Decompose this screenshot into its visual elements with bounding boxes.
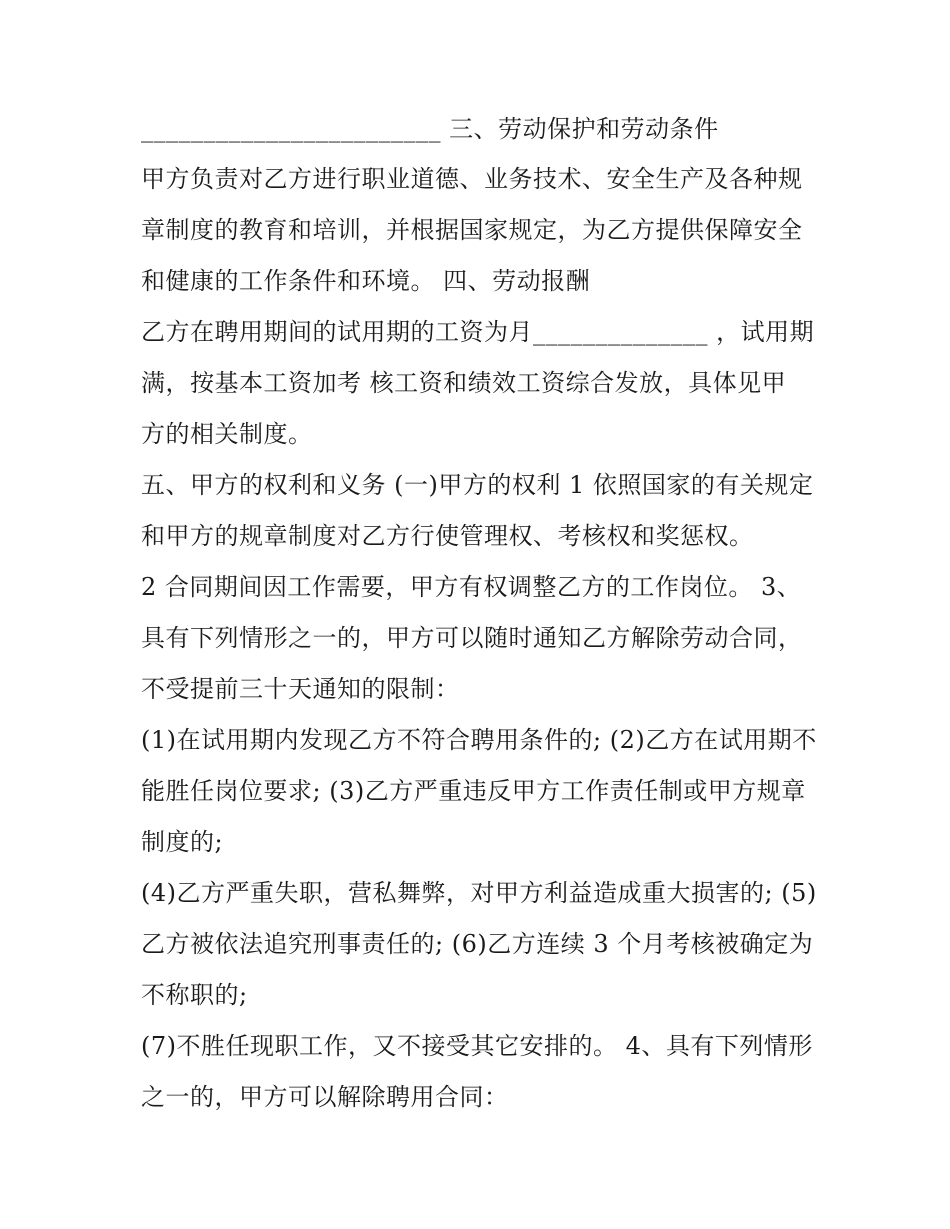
text-line: (7)不胜任现职工作，又不接受其它安排的。 4、具有下列情形 (141, 1032, 813, 1060)
text-line: 不受提前三十天通知的限制： (141, 675, 460, 703)
text-line: 五、甲方的权利和义务 (一)甲方的权利 1 依照国家的有关规定 (141, 471, 814, 499)
text-line: 2 合同期间因工作需要，甲方有权调整乙方的工作岗位。 3、 (141, 573, 802, 601)
text-line: 章制度的教育和培训，并根据国家规定，为乙方提供保障安全 (141, 216, 803, 244)
text-line: 乙方被依法追究刑事责任的; (6)乙方连续 3 个月考核被确定为 (141, 930, 814, 958)
document-body (141, 104, 817, 1123)
text-line: 具有下列情形之一的，甲方可以随时通知乙方解除劳动合同， (141, 624, 803, 652)
text-line: 不称职的; (141, 981, 248, 1009)
text-line: 之一的，甲方可以解除聘用合同： (141, 1083, 509, 1111)
text-line: (4)乙方严重失职，营私舞弊，对甲方利益造成重大损害的; (5) (141, 879, 817, 907)
text-line: 满，按基本工资加考 核工资和绩效工资综合发放，具体见甲 (141, 369, 787, 397)
text-line: 能胜任岗位要求; (3)乙方严重违反甲方工作责任制或甲方规章 (141, 777, 806, 805)
text-line: (1)在试用期内发现乙方不符合聘用条件的; (2)乙方在试用期不 (141, 726, 817, 754)
text-line: ________________________ 三、劳动保护和劳动条件 (141, 115, 719, 143)
text-line: 乙方在聘用期间的试用期的工资为月______________ ，试用期 (141, 318, 815, 346)
text-line: 和甲方的规章制度对乙方行使管理权、考核权和奖惩权。 (141, 522, 754, 550)
text-line: 甲方负责对乙方进行职业道德、业务技术、安全生产及各种规 (141, 165, 803, 193)
text-line: 方的相关制度。 (141, 420, 313, 448)
text-line: 和健康的工作条件和环境。 四、劳动报酬 (141, 267, 591, 295)
text-line: 制度的; (141, 828, 224, 856)
